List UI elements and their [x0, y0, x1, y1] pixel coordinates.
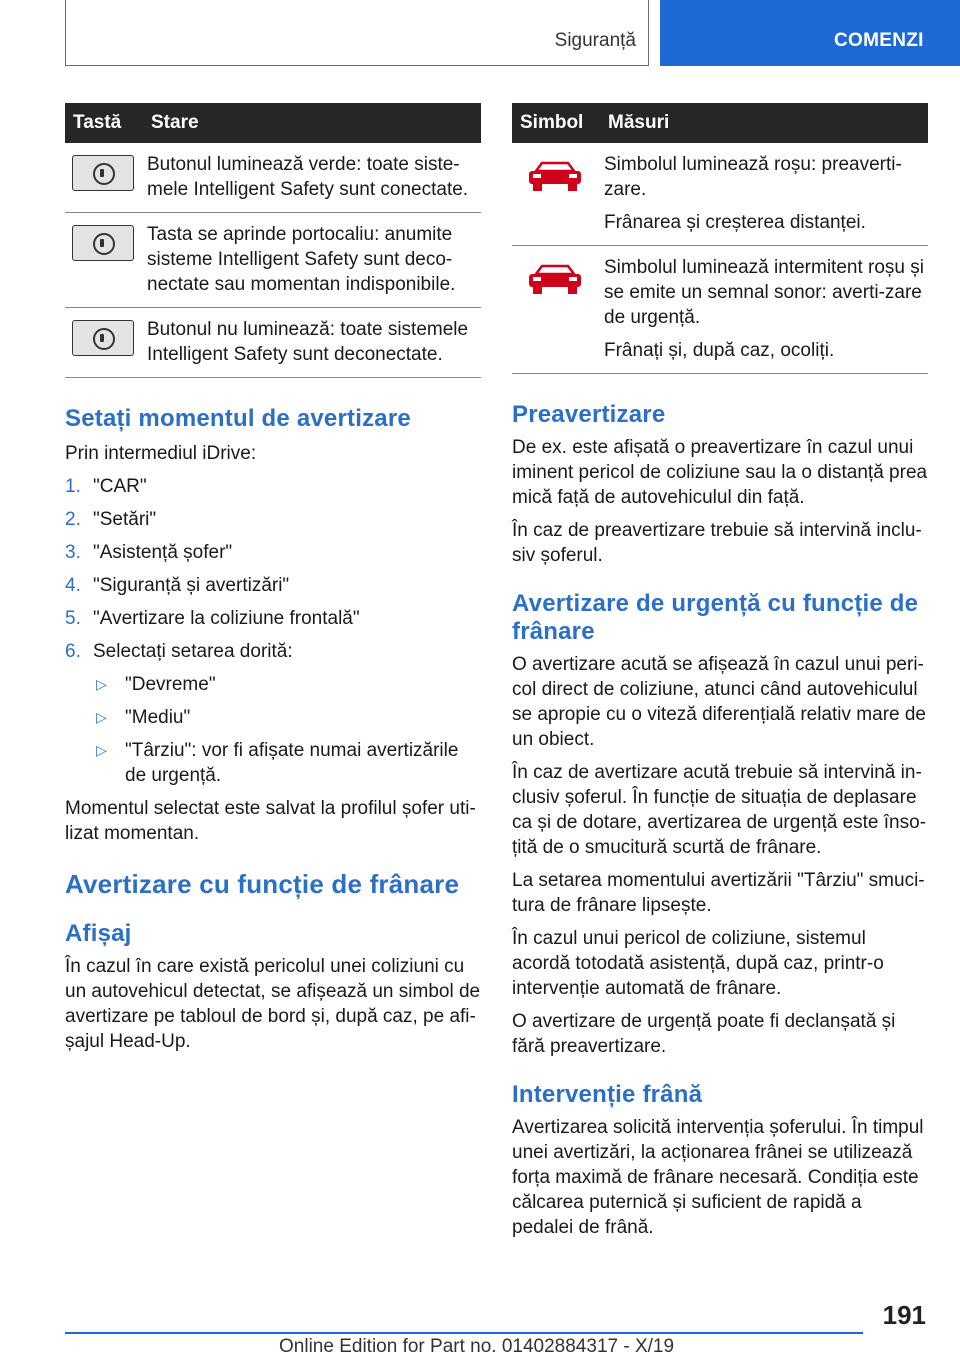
table-cell-status: Butonul nu luminează: toate sistemele Intelligent Safety sunt deconectate.	[143, 308, 481, 378]
urgenta-p4: În cazul unui pericol de coliziune, sistemul acordă totodată asistență, după caz, printr-o intervenție automată de frânare.	[512, 928, 884, 999]
urgenta-p2: În caz de avertizare acută trebuie să intervină in‐clusiv șoferul. În funcție de situația de deplasare ca și de dotare, avertizarea de urgență este înso‐țită de o smucitură scurtă de frânare.	[512, 762, 927, 858]
intelligent-safety-button-icon	[72, 225, 134, 261]
list-item: ▷ "Devreme"	[96, 674, 216, 695]
section-title-afisaj: Afișaj	[65, 920, 132, 947]
section-title-preavertizare: Preavertizare	[512, 401, 666, 428]
table-cell-action: Simbolul luminează roșu: preaverti‐zare.	[604, 154, 902, 200]
key-status-table	[65, 103, 481, 378]
table-cell-action-sub: Frânați și, după caz, ocoliți.	[604, 340, 835, 361]
setati-options-list	[65, 672, 481, 788]
list-item: 3. "Asistență șofer"	[65, 542, 233, 563]
urgenta-p1: O avertizare acută se afișează în cazul unui peri‐col direct de coliziune, atunci când autovehiculul se apropie cu o viteză diferențială relativ mare de un obiect.	[512, 654, 927, 750]
section-title-avertizare-frana: Avertizare cu funcție de frânare	[65, 869, 460, 899]
intelligent-safety-button-icon	[72, 320, 134, 356]
setati-steps-list	[65, 474, 481, 664]
list-item: 2. "Setări"	[65, 509, 157, 530]
table-row	[512, 143, 928, 246]
list-item: 4. "Siguranță și avertizări"	[65, 575, 290, 596]
urgenta-p5: O avertizare de urgență poate fi declanșată și fără preavertizare.	[512, 1011, 896, 1057]
table-header-key: Tastă	[65, 103, 143, 143]
table-row	[65, 213, 481, 308]
table-row	[65, 143, 481, 213]
header-section-title: Siguranță	[554, 30, 636, 51]
red-car-flashing-warning-icon	[524, 260, 586, 300]
triangle-bullet-icon: ▷	[96, 709, 107, 725]
footer-edition-text: Online Edition for Part no. 01402884317 - X/19	[279, 1336, 675, 1357]
list-item: 5. "Avertizare la coliziune frontală"	[65, 608, 360, 629]
table-row	[65, 308, 481, 378]
preavertizare-p1: De ex. este afișată o preavertizare în cazul unui iminent pericol de coliziune sau la o distanță prea mică față de autovehiculul din față.	[512, 437, 928, 508]
table-row	[512, 246, 928, 374]
triangle-bullet-icon: ▷	[96, 676, 107, 692]
intelligent-safety-button-icon	[72, 155, 134, 191]
afisaj-text: În cazul în care există pericolul unei coliziuni cu un autovehicul detectat, se afișează un simbol de avertizare pe tabloul de bord și, după caz, pe afi‐șajul Head-Up.	[65, 956, 481, 1052]
footer-divider	[65, 1332, 863, 1334]
right-column	[512, 103, 928, 1240]
section-title-interventie: Intervenție frână	[512, 1081, 703, 1108]
section-title-setati: Setați momentul de avertizare	[65, 405, 411, 432]
table-header-status: Stare	[143, 103, 481, 143]
header-section-box	[65, 0, 649, 66]
section-title-urgenta: Avertizare de urgență cu funcție de frânare	[512, 590, 919, 645]
page-number: 191	[882, 1300, 926, 1330]
urgenta-p3: La setarea momentului avertizării "Târziu" smuci‐tura de frânare lipsește.	[512, 870, 925, 916]
preavertizare-p2: În caz de preavertizare trebuie să intervină inclu‐siv șoferul.	[512, 520, 922, 566]
symbol-action-table	[512, 103, 928, 374]
table-cell-action-sub: Frânarea și creșterea distanței.	[604, 212, 866, 233]
table-cell-status: Tasta se aprinde portocaliu: anumite sisteme Intelligent Safety sunt deco‐nectate sau momentan indisponibile.	[143, 213, 481, 308]
setati-outro: Momentul selectat este salvat la profilul șofer uti‐lizat momentan.	[65, 798, 476, 844]
list-item: 1. "CAR"	[65, 476, 147, 497]
table-cell-status: Butonul luminează verde: toate siste‐mele Intelligent Safety sunt conectate.	[143, 143, 481, 213]
list-item: 6. Selectați setarea dorită:	[65, 641, 293, 662]
setati-intro: Prin intermediul iDrive:	[65, 443, 257, 464]
left-column	[65, 103, 481, 1054]
red-car-warning-icon	[524, 157, 586, 197]
interventie-text: Avertizarea solicită intervenția șoferului. În timpul unei avertizări, la acționarea frânei se utilizează forța maximă de frânare necesară. Condiția este călcarea puternică și suficient de rapidă a pedalei de frână.	[512, 1117, 924, 1238]
triangle-bullet-icon: ▷	[96, 742, 107, 758]
table-header-symbol: Simbol	[512, 103, 600, 143]
header-tab-comenzi[interactable]	[660, 0, 960, 66]
list-item: ▷ "Mediu"	[96, 707, 191, 728]
list-item: ▷ "Târziu": vor fi afișate numai avertizările de urgență.	[96, 740, 459, 786]
header-tab-label: COMENZI	[834, 30, 924, 51]
table-cell-action: Simbolul luminează intermitent roșu și se emite un semnal sonor: averti‐zare de urgență.	[604, 257, 924, 328]
table-header-actions: Măsuri	[600, 103, 928, 143]
